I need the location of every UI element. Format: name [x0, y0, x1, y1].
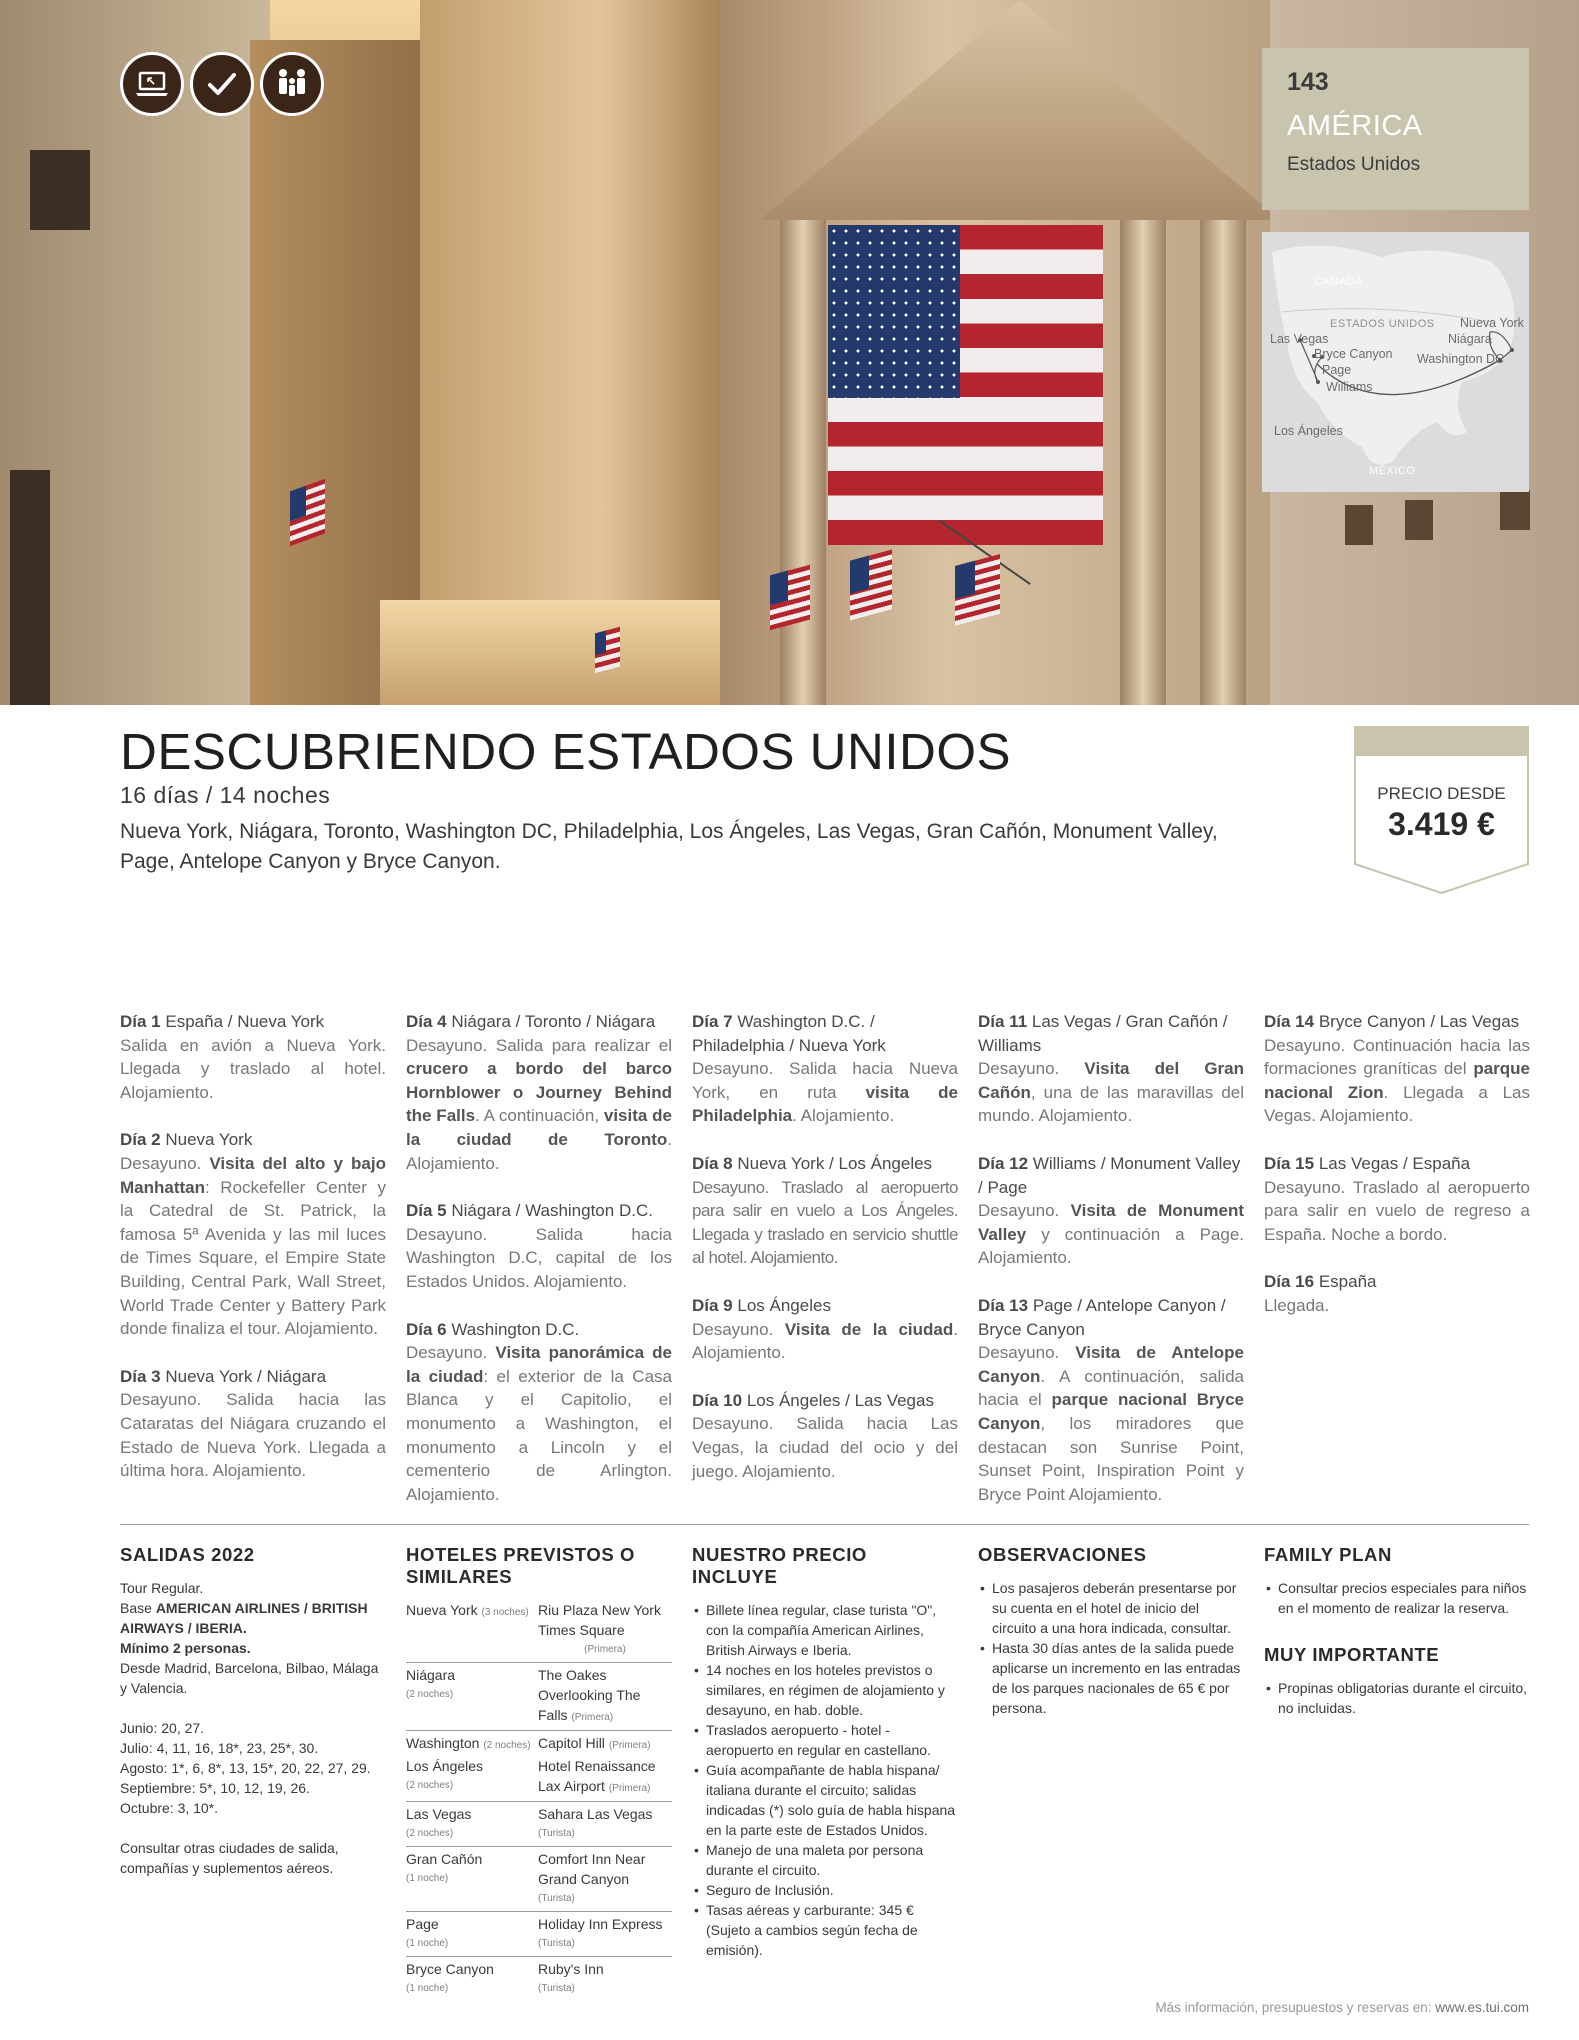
- list-item: • Guía acompañante de habla hispana/ italiana durante el circuito; salidas indicadas (*) solo guía de habla hispana en la parte este de Estados Unidos.: [692, 1760, 958, 1840]
- map-label-canada: CANADÁ: [1314, 276, 1363, 288]
- map-city: Williams: [1326, 380, 1373, 394]
- column: [1120, 220, 1166, 705]
- doorway: [10, 470, 50, 705]
- map-city: Page: [1322, 363, 1352, 377]
- map-city: Los Ángeles: [1274, 424, 1343, 438]
- price-label: PRECIO DESDE: [1377, 784, 1506, 803]
- importante-heading: MUY IMPORTANTE: [1264, 1644, 1440, 1665]
- page-number: 143: [1287, 68, 1329, 96]
- table-row: Los Ángeles (2 noches) Hotel Renaissance Lax Airport (Primera): [406, 1756, 672, 1802]
- region-box: [1262, 48, 1529, 210]
- list-item: • Billete línea regular, clase turista "O", con la compañía American Airlines, British Airways e Iberia.: [692, 1600, 958, 1660]
- itinerary-column: [120, 1010, 386, 1507]
- map-city: Washington DC: [1417, 352, 1505, 366]
- itinerary-column: [1264, 1010, 1530, 1342]
- price-tag: [1354, 726, 1529, 894]
- day-item: Día 11 Las Vegas / Gran Cañón / Williams Desayuno. Visita del Gran Cañón, una de las maravillas del mundo. Alojamiento.: [978, 1012, 1244, 1126]
- day-item: Día 12 Williams / Monument Valley / Page Desayuno. Visita de Monument Valley y continuación a Page. Alojamiento.: [978, 1153, 1244, 1268]
- importante-list: [1264, 1678, 1530, 1718]
- day-item: Día 5 Niágara / Washington D.C. Desayuno. Salida hacia Washington D.C, capital de los Estados Unidos. Alojamiento.: [406, 1201, 672, 1291]
- day-item: Día 8 Nueva York / Los Ángeles Desayuno. Traslado al aeropuerto para salir en vuelo a Los Ángeles. Llegada y traslado en servicio shuttle al hotel. Alojamiento.: [692, 1153, 958, 1268]
- footer: [1155, 2000, 1529, 2015]
- day-item: Día 7 Washington D.C. / Philadelphia / Nueva York Desayuno. Salida hacia Nueva York, en ruta visita de Philadelphia. Alojamiento.: [692, 1012, 958, 1126]
- itinerary-column: [978, 1010, 1244, 1530]
- table-row: Niágara (2 noches) The Oakes Overlooking The Falls (Primera): [406, 1665, 672, 1731]
- window: [1405, 500, 1433, 540]
- day-item: Día 14 Bryce Canyon / Las Vegas Desayuno. Continuación hacia las formaciones graníticas del parque nacional Zion. Llegada a Las Vegas. Alojamiento.: [1264, 1012, 1530, 1126]
- day-item: Día 16 España Llegada.: [1264, 1272, 1377, 1315]
- family-column: [1264, 1544, 1530, 1718]
- map-city: Bryce Canyon: [1314, 347, 1393, 361]
- list-item: • Manejo de una maleta por persona durante el circuito.: [692, 1840, 958, 1880]
- salidas-origins: Desde Madrid, Barcelona, Bilbao, Málaga y Valencia.: [120, 1660, 379, 1696]
- incluye-list: [692, 1600, 958, 1960]
- salidas-heading: SALIDAS 2022: [120, 1544, 255, 1565]
- trip-title: DESCUBRIENDO ESTADOS UNIDOS: [120, 723, 1012, 780]
- trip-cities: Nueva York, Niágara, Toronto, Washington DC, Philadelphia, Los Ángeles, Las Vegas, Gran Cañón, Monument Valley, Page, Antelope Canyon y Bryce Canyon.: [120, 820, 1218, 873]
- section-divider: [120, 1524, 1529, 1525]
- continent-label: AMÉRICA: [1287, 110, 1423, 142]
- map-city: Nueva York: [1460, 316, 1524, 330]
- table-row: Nueva York (3 noches) Riu Plaza New York Times Square (Primera): [406, 1600, 672, 1663]
- list-item: • Consultar precios especiales para niños en el momento de realizar la reserva.: [1264, 1578, 1530, 1618]
- family-list: [1264, 1578, 1530, 1618]
- map-label-usa: ESTADOS UNIDOS: [1330, 318, 1435, 330]
- trip-duration: 16 días / 14 noches: [120, 782, 331, 808]
- salidas-airlines: Base AMERICAN AIRLINES / BRITISH AIRWAYS / IBERIA.: [120, 1600, 368, 1636]
- hoteles-heading: HOTELES PREVISTOS O SIMILARES: [406, 1544, 635, 1587]
- salidas-note: Consultar otras ciudades de salida, compañías y suplementos aéreos.: [120, 1840, 339, 1876]
- observaciones-list: [978, 1578, 1244, 1718]
- family-heading: FAMILY PLAN: [1264, 1544, 1392, 1565]
- list-item: • Traslados aeropuerto - hotel - aeropuerto en regular en castellano.: [692, 1720, 958, 1760]
- day-item: Día 1 España / Nueva York Salida en avión a Nueva York. Llegada y traslado al hotel. Alojamiento.: [120, 1012, 386, 1102]
- day-item: Día 15 Las Vegas / España Desayuno. Traslado al aeropuerto para salir en vuelo de regreso a España. Noche a bordo.: [1264, 1153, 1530, 1244]
- incluye-column: [692, 1544, 958, 1960]
- list-item: • Propinas obligatorias durante el circuito, no incluidas.: [1264, 1678, 1530, 1718]
- footer-link[interactable]: www.es.tui.com: [1435, 2000, 1529, 2015]
- table-row: Washington (2 noches) Capitol Hill (Primera): [406, 1735, 651, 1751]
- column: [1200, 220, 1246, 705]
- feature-icons: [120, 52, 324, 116]
- map-label-mexico: MÉXICO: [1369, 465, 1416, 477]
- day-item: Día 4 Niágara / Toronto / Niágara Desayuno. Salida para realizar el crucero a bordo del barco Hornblower o Journey Behind the Falls. A continuación, visita de la ciudad de Toronto. Alojamiento.: [406, 1012, 672, 1173]
- salidas-dates: Junio: 20, 27. Julio: 4, 11, 16, 18*, 23, 25*, 30. Agosto: 1*, 6, 8*, 13, 15*, 20, 22, 27, 29. Septiembre: 5*, 10, 12, 19, 26. Octubre: 3, 10*.: [120, 1720, 371, 1816]
- itinerary-column: [406, 1010, 672, 1530]
- day-item: Día 6 Washington D.C. Desayuno. Visita panorámica de la ciudad: el exterior de la Casa Blanca y el Capitolio, el monumento a Washington, el monumento a Lincoln y el cementerio de Arlington. Alojamiento.: [406, 1319, 673, 1504]
- route-map: [1262, 232, 1529, 492]
- country-label: Estados Unidos: [1287, 154, 1421, 175]
- hotels-table: [406, 1600, 672, 2001]
- price-value: 3.419 €: [1388, 806, 1495, 842]
- salidas-column: [120, 1544, 386, 1878]
- day-item: Día 2 Nueva York Desayuno. Visita del alto y bajo Manhattan: Rockefeller Center y la Catedral de St. Patrick, la famosa 5ª Avenida y las mil luces de Times Square, el Empire State Building, Central Park, Wall Street, World Trade Center y Battery Park donde finaliza el tour. Alojamiento.: [120, 1130, 386, 1339]
- map-city: Las Vegas: [1270, 332, 1329, 346]
- list-item: • Seguro de Inclusión.: [692, 1880, 958, 1900]
- american-flag-small: [955, 554, 1000, 626]
- table-row: Bryce Canyon (1 noche) Ruby's Inn (Turista): [406, 1961, 604, 1994]
- map-city: Niágara: [1448, 332, 1492, 346]
- observaciones-column: [978, 1544, 1244, 1718]
- price-tag-band: [1354, 726, 1529, 756]
- american-flag-large: [828, 225, 1103, 545]
- table-row: Gran Cañón (1 noche) Comfort Inn Near Grand Canyon (Turista): [406, 1849, 672, 1912]
- day-item: Día 10 Los Ángeles / Las Vegas Desayuno. Salida hacia Las Vegas, la ciudad del ocio y del juego. Alojamiento.: [692, 1390, 958, 1481]
- list-item: • Los pasajeros deberán presentarse por su cuenta en el hotel de inicio del circuito a una hora indicada, consultar.: [978, 1578, 1244, 1638]
- list-item: • 14 noches en los hoteles previstos o similares, en régimen de alojamiento y desayuno, en hab. doble.: [692, 1660, 958, 1720]
- list-item: • Hasta 30 días antes de la salida puede aplicarse un incremento en las entradas de los parques nacionales de 65 € por persona.: [978, 1638, 1244, 1718]
- table-row: Las Vegas (2 noches) Sahara Las Vegas (Turista): [406, 1804, 672, 1847]
- window: [30, 150, 90, 230]
- hoteles-column: [406, 1544, 672, 2003]
- american-flag-small: [595, 627, 620, 674]
- american-flag-small: [850, 549, 892, 620]
- table-row: Page (1 noche) Holiday Inn Express (Turista): [406, 1914, 672, 1957]
- laptop-icon: [120, 52, 184, 116]
- american-flag-small: [770, 565, 810, 631]
- observaciones-heading: OBSERVACIONES: [978, 1544, 1147, 1565]
- check-icon: [190, 52, 254, 116]
- day-item: Día 9 Los Ángeles Desayuno. Visita de la ciudad. Alojamiento.: [692, 1295, 958, 1363]
- list-item: • Tasas aéreas y carburante: 345 € (Sujeto a cambios según fecha de emisión).: [692, 1900, 958, 1960]
- incluye-heading: NUESTRO PRECIO INCLUYE: [692, 1544, 867, 1587]
- itinerary-column: [692, 1010, 958, 1507]
- day-item: Día 13 Page / Antelope Canyon / Bryce Canyon Desayuno. Visita de Antelope Canyon. A continuación, salida hacia el parque nacional Bryce Canyon, los miradores que destacan son Sunrise Point, Sunset Point, Inspiration Point y Bryce Point Alojamiento.: [978, 1295, 1244, 1504]
- footer-text: Más información, presupuestos y reservas en:: [1155, 2000, 1436, 2015]
- family-icon: [260, 52, 324, 116]
- column: [780, 220, 826, 705]
- day-item: Día 3 Nueva York / Niágara Desayuno. Salida hacia las Cataratas del Niágara cruzando el Estado de Nueva York. Llegada a última hora. Alojamiento.: [120, 1366, 386, 1481]
- window: [1500, 490, 1530, 530]
- salidas-line: Tour Regular.: [120, 1580, 204, 1596]
- salidas-min: Mínimo 2 personas.: [120, 1640, 251, 1656]
- window: [1345, 505, 1373, 545]
